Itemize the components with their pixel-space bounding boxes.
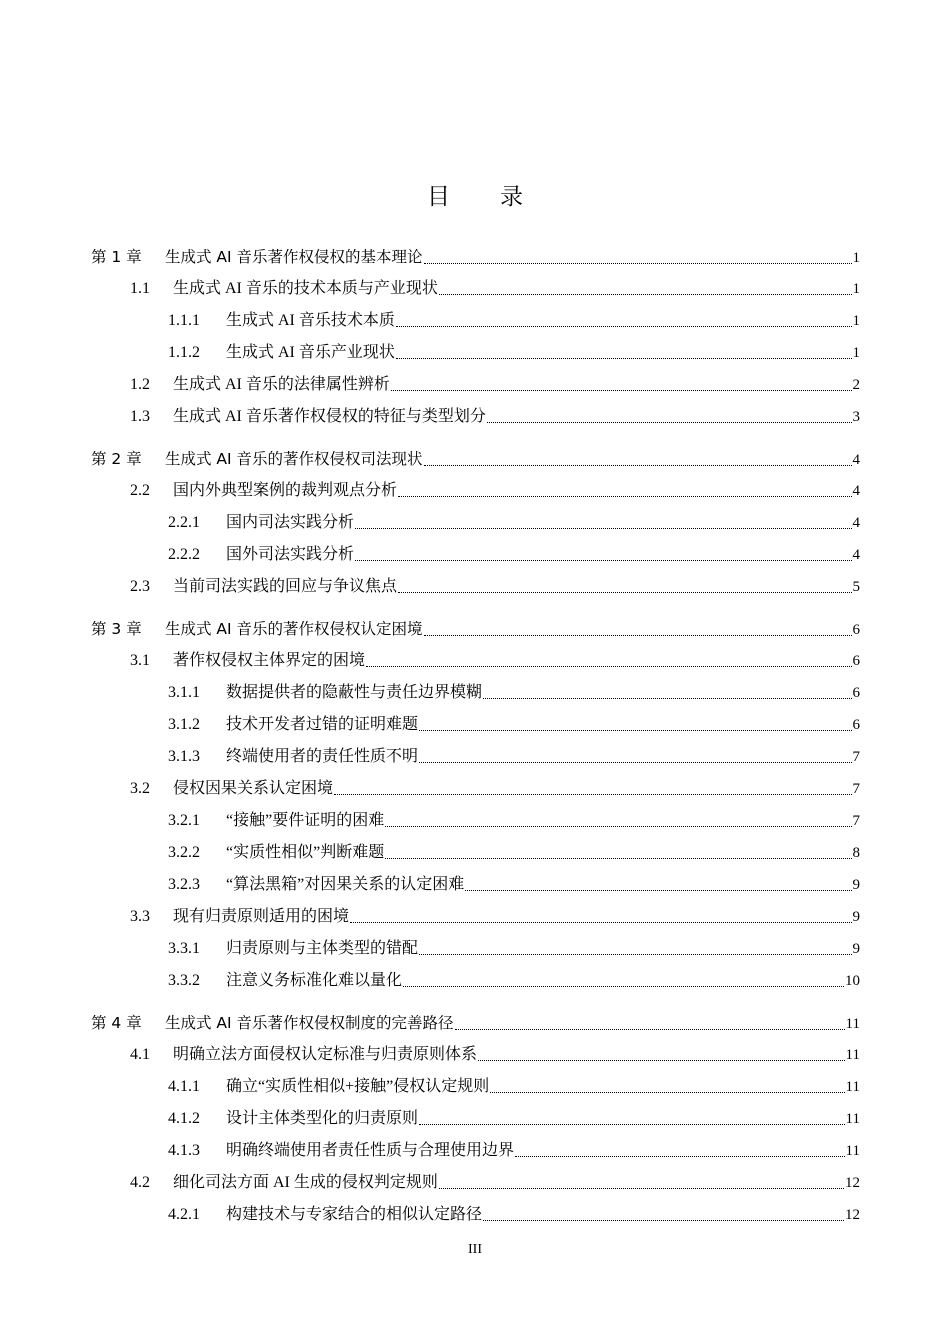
toc-entry-page: 12: [845, 1175, 860, 1191]
toc-entry-page: 11: [845, 1143, 860, 1159]
toc-entry-title: 技术开发者过错的证明难题: [226, 716, 419, 733]
toc-entry-title: 注意义务标准化难以量化: [226, 972, 403, 989]
toc-dot-leader: [439, 294, 852, 295]
toc-entry-title: 生成式 AI 音乐的著作权侵权司法现状: [165, 450, 423, 468]
toc-entry-title: 明确终端使用者责任性质与合理使用边界: [226, 1142, 515, 1159]
toc-section-entry[interactable]: [168, 1141, 860, 1161]
toc-section-entry[interactable]: [168, 311, 860, 331]
toc-entry-title: 设计主体类型化的归责原则: [226, 1110, 419, 1127]
toc-entry-title: 生成式 AI 音乐产业现状: [226, 344, 395, 361]
toc-dot-leader: [403, 986, 844, 987]
toc-entry-page: 3: [852, 409, 860, 425]
toc-section-entry[interactable]: [168, 343, 860, 363]
toc-entry-title: “实质性相似”判断难题: [226, 844, 385, 861]
toc-chapter-entry[interactable]: [91, 619, 860, 640]
toc-entry-number: 4.2: [130, 1174, 150, 1191]
toc-entry-number: 3.2.2: [168, 844, 200, 861]
toc-entry-title: “算法黑箱”对因果关系的认定困难: [226, 876, 465, 893]
toc-dot-leader: [350, 922, 851, 923]
toc-dot-leader: [419, 762, 851, 763]
toc-dot-leader: [439, 1188, 844, 1189]
toc-entry-number: 4.1.2: [168, 1110, 200, 1127]
toc-dot-leader: [398, 496, 851, 497]
toc-section-entry[interactable]: [130, 279, 860, 299]
toc-dot-leader: [490, 1092, 844, 1093]
toc-entry-page: 9: [852, 877, 860, 893]
toc-dot-leader: [396, 358, 852, 359]
toc-entry-number: 1.2: [130, 376, 150, 393]
toc-entry-page: 7: [852, 813, 860, 829]
toc-entry-title: “接触”要件证明的困难: [226, 812, 385, 829]
toc-entry-page: 10: [845, 973, 860, 989]
toc-dot-leader: [334, 794, 851, 795]
toc-dot-leader: [424, 465, 852, 466]
toc-section-entry[interactable]: [130, 907, 860, 927]
toc-dot-leader: [478, 1060, 845, 1061]
toc-entry-number: 2.2.2: [168, 546, 200, 563]
toc-entry-page: 4: [852, 483, 860, 499]
toc-entry-page: 8: [852, 845, 860, 861]
toc-dot-leader: [355, 560, 851, 561]
toc-entry-number: 第 3 章: [91, 620, 142, 638]
toc-dot-leader: [391, 390, 852, 391]
toc-entry-page: 11: [845, 1047, 860, 1063]
toc-entry-number: 3.3.1: [168, 940, 200, 957]
toc-entry-page: 4: [852, 515, 860, 531]
toc-entry-title: 国内司法实践分析: [226, 514, 355, 531]
toc-entry-title: 侵权因果关系认定困境: [173, 780, 334, 797]
toc-dot-leader: [419, 730, 851, 731]
toc-chapter-entry[interactable]: [91, 449, 860, 470]
toc-entry-number: 3.1: [130, 652, 150, 669]
toc-entry-number: 2.2.1: [168, 514, 200, 531]
toc-entry-page: 11: [845, 1016, 860, 1032]
toc-entry-number: 3.3: [130, 908, 150, 925]
toc-section-entry[interactable]: [130, 1045, 860, 1065]
toc-entry-number: 第 2 章: [91, 450, 142, 468]
toc-entry-number: 4.1.1: [168, 1078, 200, 1095]
toc-dot-leader: [515, 1156, 845, 1157]
toc-section-entry[interactable]: [130, 1173, 860, 1193]
toc-entry-title: 构建技术与专家结合的相似认定路径: [226, 1206, 483, 1223]
toc-entry-title: 当前司法实践的回应与争议焦点: [173, 578, 398, 595]
toc-entry-title: 现有归责原则适用的困境: [173, 908, 350, 925]
toc-chapter-entry[interactable]: [91, 1013, 860, 1034]
toc-section-entry[interactable]: [168, 875, 860, 895]
toc-entry-title: 明确立法方面侵权认定标准与归责原则体系: [173, 1046, 478, 1063]
toc-entry-page: 6: [852, 622, 860, 638]
toc-section-entry[interactable]: [130, 407, 860, 427]
toc-section-entry[interactable]: [130, 779, 860, 799]
toc-dot-leader: [424, 263, 852, 264]
toc-entry-page: 1: [852, 313, 860, 329]
toc-entry-number: 2.2: [130, 482, 150, 499]
toc-dot-leader: [366, 666, 851, 667]
toc-section-entry[interactable]: [130, 577, 860, 597]
toc-section-entry[interactable]: [168, 843, 860, 863]
title-char-left: 目: [427, 184, 450, 210]
page-title: [0, 178, 950, 211]
toc-dot-leader: [385, 858, 851, 859]
toc-dot-leader: [424, 635, 852, 636]
toc-entry-number: 3.2: [130, 780, 150, 797]
toc-entry-title: 国外司法实践分析: [226, 546, 355, 563]
toc-entry-page: 12: [845, 1207, 860, 1223]
toc-entry-page: 9: [852, 941, 860, 957]
toc-section-entry[interactable]: [168, 683, 860, 703]
toc-section-entry[interactable]: [168, 939, 860, 959]
toc-entry-title: 生成式 AI 音乐的法律属性辨析: [173, 376, 390, 393]
toc-section-entry[interactable]: [168, 715, 860, 735]
toc-dot-leader: [398, 592, 851, 593]
toc-dot-leader: [487, 422, 852, 423]
toc-entry-number: 2.3: [130, 578, 150, 595]
toc-entry-page: 1: [852, 345, 860, 361]
title-char-right: 录: [500, 184, 523, 210]
toc-entry-page: 7: [852, 781, 860, 797]
toc-entry-title: 细化司法方面 AI 生成的侵权判定规则: [173, 1174, 438, 1191]
toc-entry-number: 3.1.2: [168, 716, 200, 733]
toc-entry-title: 生成式 AI 音乐著作权侵权制度的完善路径: [165, 1014, 454, 1032]
toc-entry-page: 6: [852, 653, 860, 669]
toc-entry-page: 11: [845, 1079, 860, 1095]
toc-dot-leader: [419, 954, 851, 955]
toc-entry-title: 确立“实质性相似+接触”侵权认定规则: [226, 1078, 490, 1095]
toc-chapter-entry[interactable]: [91, 247, 860, 268]
toc-entry-page: 7: [852, 749, 860, 765]
toc-section-entry[interactable]: [168, 513, 860, 533]
toc-section-entry[interactable]: [130, 651, 860, 671]
toc-entry-number: 1.1.1: [168, 312, 200, 329]
toc-entry-title: 生成式 AI 音乐技术本质: [226, 312, 395, 329]
toc-dot-leader: [355, 528, 851, 529]
toc-entry-title: 数据提供者的隐蔽性与责任边界模糊: [226, 684, 483, 701]
toc-section-entry[interactable]: [168, 1205, 860, 1225]
toc-entry-page: 6: [852, 685, 860, 701]
toc-entry-title: 生成式 AI 音乐著作权侵权的基本理论: [165, 248, 423, 266]
toc-dot-leader: [483, 1220, 844, 1221]
toc-section-entry[interactable]: [130, 481, 860, 501]
toc-entry-title: 生成式 AI 音乐的著作权侵权认定困境: [165, 620, 423, 638]
toc-entry-page: 9: [852, 909, 860, 925]
toc-section-entry[interactable]: [168, 545, 860, 565]
toc-dot-leader: [465, 890, 851, 891]
toc-dot-leader: [455, 1029, 845, 1030]
toc-dot-leader: [483, 698, 851, 699]
toc-entry-title: 生成式 AI 音乐的技术本质与产业现状: [173, 280, 438, 297]
toc-entry-title: 著作权侵权主体界定的困境: [173, 652, 366, 669]
toc-section-entry[interactable]: [130, 375, 860, 395]
toc-entry-title: 生成式 AI 音乐著作权侵权的特征与类型划分: [173, 408, 486, 425]
toc-entry-number: 3.3.2: [168, 972, 200, 989]
toc-entry-number: 第 4 章: [91, 1014, 142, 1032]
toc-section-entry[interactable]: [168, 1109, 860, 1129]
toc-entry-page: 1: [852, 281, 860, 297]
toc-entry-number: 1.1.2: [168, 344, 200, 361]
toc-section-entry[interactable]: [168, 811, 860, 831]
toc-entry-number: 3.1.1: [168, 684, 200, 701]
toc-entry-number: 1.1: [130, 280, 150, 297]
toc-entry-number: 第 1 章: [91, 248, 142, 266]
toc-entry-number: 3.2.3: [168, 876, 200, 893]
toc-entry-page: 5: [852, 579, 860, 595]
toc-dot-leader: [396, 326, 852, 327]
toc-entry-number: 3.2.1: [168, 812, 200, 829]
toc-entry-page: 4: [852, 547, 860, 563]
toc-entry-page: 1: [852, 250, 860, 266]
toc-dot-leader: [419, 1124, 845, 1125]
toc-entry-number: 1.3: [130, 408, 150, 425]
toc-entry-title: 国内外典型案例的裁判观点分析: [173, 482, 398, 499]
toc-entry-page: 4: [852, 452, 860, 468]
toc-section-entry[interactable]: [168, 747, 860, 767]
toc-entry-page: 2: [852, 377, 860, 393]
toc-entry-number: 3.1.3: [168, 748, 200, 765]
toc-entry-page: 11: [845, 1111, 860, 1127]
toc-entry-title: 终端使用者的责任性质不明: [226, 748, 419, 765]
toc-entry-number: 4.1: [130, 1046, 150, 1063]
toc-section-entry[interactable]: [168, 1077, 860, 1097]
page-number-footer: III: [468, 1242, 482, 1257]
toc-dot-leader: [385, 826, 851, 827]
toc-section-entry[interactable]: [168, 971, 860, 991]
toc-entry-number: 4.1.3: [168, 1142, 200, 1159]
toc-entry-page: 6: [852, 717, 860, 733]
toc-entry-title: 归责原则与主体类型的错配: [226, 940, 419, 957]
toc-entry-number: 4.2.1: [168, 1206, 200, 1223]
